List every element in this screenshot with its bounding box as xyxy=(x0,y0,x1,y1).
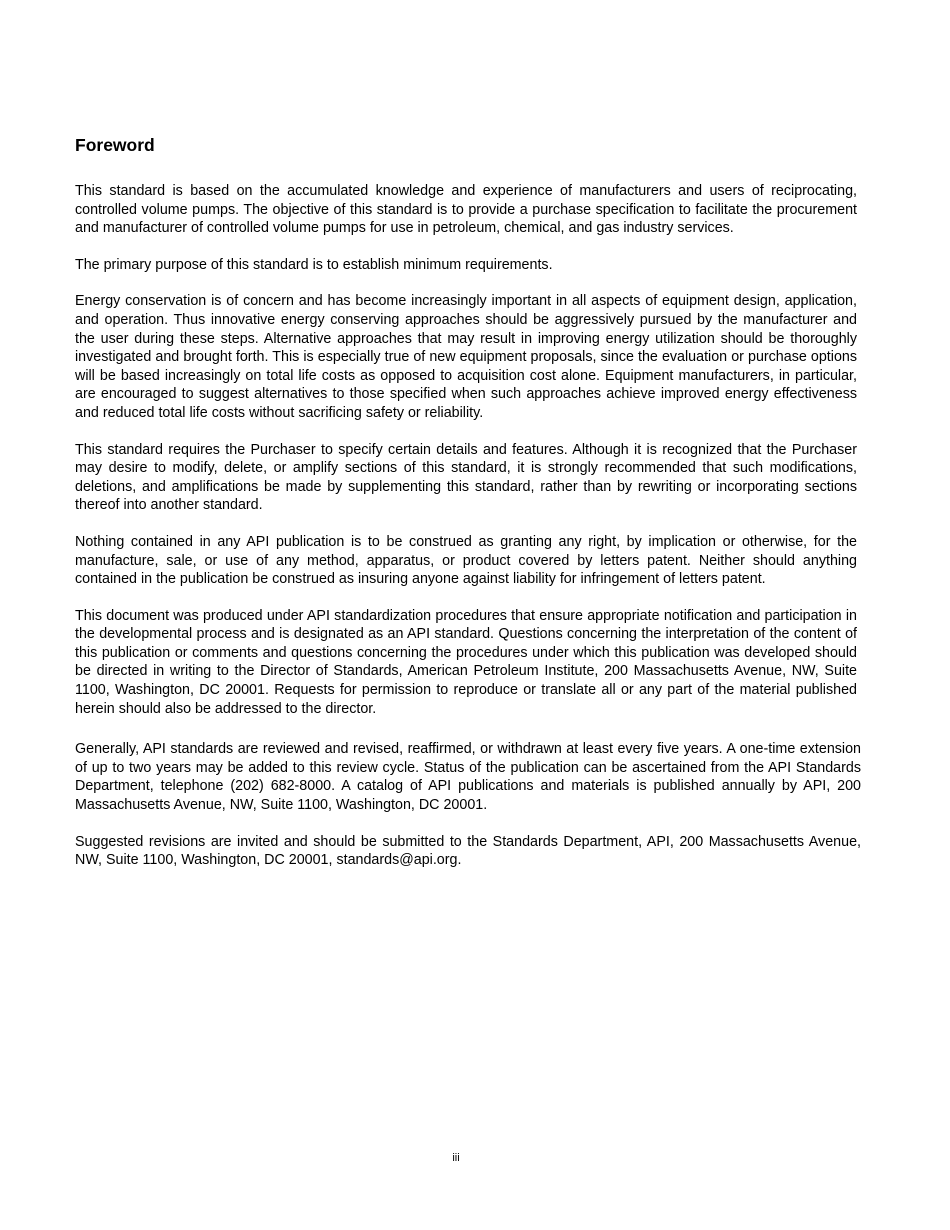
paragraph-energy-conservation: Energy conservation is of concern and has become increasingly important in all aspects of equipment design, application, and operation. Thus innovative energy conserving approaches should be aggressively pursued by the manufacturer and the user during these steps. Alternative approaches that may result in improving energy utilization should be thoroughly investigated and brought forth. This is especially true of new equipment proposals, since the evaluation or purchase options will be based increasingly on total life costs as opposed to acquisition cost alone. Equipment manufacturers, in particular, are encouraged to suggest alternatives to those specified when such approaches achieve improved energy effectiveness and reduced total life costs without sacrificing safety or reliability. xyxy=(75,293,857,421)
paragraph-suggested-revisions: Suggested revisions are invited and should be submitted to the Standards Department, API, 200 Massachusetts Avenue, NW, Suite 1100, Washington, DC 20001, standards@api.org. xyxy=(75,833,861,869)
paragraph-primary-purpose: The primary purpose of this standard is to establish minimum requirements. xyxy=(75,256,553,273)
paragraph-standardization-procedures: This document was produced under API standardization procedures that ensure appropriate notification and participation in the developmental process and is designated as an API standard. Questions concerning the interpretation of the content of this publication or comments and questions concerning the procedures under which this publication was developed should be directed in writing to the Director of Standards, American Petroleum Institute, 200 Massachusetts Avenue, NW, Suite 1100, Washington, DC 20001. Requests for permission to reproduce or translate all or any part of the material published herein should also be addressed to the director. xyxy=(75,607,857,717)
foreword-body xyxy=(75,182,861,888)
paragraph-patent-notice: Nothing contained in any API publication is to be construed as granting any right, by implication or otherwise, for the manufacture, sale, or use of any method, apparatus, or product covered by letters patent. Neither should anything contained in the publication be construed as insuring anyone against liability for infringement of letters patent. xyxy=(75,533,857,588)
paragraph-review-cycle: Generally, API standards are reviewed and revised, reaffirmed, or withdrawn at least every five years. A one-time extension of up to two years may be added to this review cycle. Status of the publication can be ascertained from the API Standards Department, telephone (202) 682-8000. A catalog of API publications and materials is published annually by API, 200 Massachusetts Avenue, NW, Suite 1100, Washington, DC 20001. xyxy=(75,741,861,814)
paragraph-purchaser-details: This standard requires the Purchaser to specify certain details and features. Although it is recognized that the Purchaser may desire to modify, delete, or amplify sections of this standard, it is strongly recommended that such modifications, deletions, and amplifications be made by supplementing this standard, rather than by rewriting or incorporating sections thereof into another standard. xyxy=(75,441,857,514)
page-title: Foreword xyxy=(75,135,155,155)
paragraph-purpose-of-standard: This standard is based on the accumulated knowledge and experience of manufacturers and users of reciprocating, controlled volume pumps. The objective of this standard is to provide a purchase specification to facilitate the procurement and manufacturer of controlled volume pumps for use in petroleum, chemical, and gas industry services. xyxy=(75,183,857,237)
page-number: iii xyxy=(452,1152,460,1164)
